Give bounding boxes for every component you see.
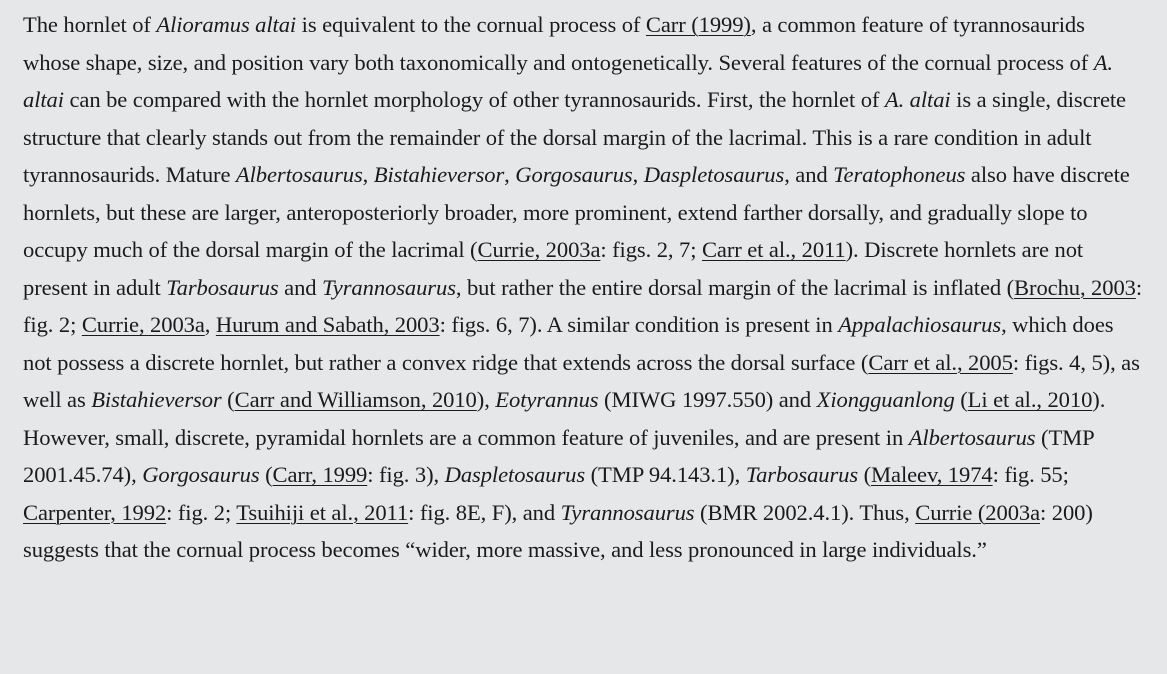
- citation-link[interactable]: Tsuihiji et al., 2011: [236, 499, 409, 525]
- citation-link[interactable]: Carr et al., 2005: [868, 349, 1013, 375]
- paragraph-text: (MIWG 1997.550) and: [598, 387, 817, 412]
- paragraph-text: is equivalent to the cornual process of: [296, 12, 646, 37]
- citation-link[interactable]: Carpenter, 1992: [23, 499, 167, 525]
- paragraph-text: , a common feature of tyrannosaurids whose shape, size, and position vary both taxonomically and ontogenetically. Several features of the cornual process of: [23, 12, 1094, 75]
- paragraph-text: ,: [362, 162, 374, 187]
- taxon-name: Tyrannosaurus: [322, 274, 456, 300]
- taxon-name: Bistahieversor: [91, 387, 222, 412]
- paragraph-text: : 200) suggests that the cornual process becomes “wider, more massive, and less pronounced in large individuals.”: [23, 499, 1093, 562]
- paragraph-text: ). Discrete hornlets are not present in adult: [23, 237, 1084, 300]
- paragraph-text: ,: [204, 312, 216, 337]
- paragraph-text: also have discrete hornlets, but these are larger, anteroposteriorly broader, more prominent, extend farther dorsally, and gradually slope to occupy much of the dorsal margin of the lacrimal (: [23, 162, 1130, 262]
- paragraph-text: : fig. 2;: [23, 274, 1143, 337]
- paragraph-text: The hornlet of: [23, 12, 157, 37]
- paragraph-text: (: [954, 387, 968, 412]
- citation-link[interactable]: Carr (1999): [645, 12, 751, 37]
- paragraph-text: ),: [476, 387, 496, 412]
- taxon-name: Tarbosaurus: [166, 274, 279, 300]
- taxon-name: Appalachiosaurus: [838, 312, 1002, 337]
- citation-link[interactable]: Currie, 2003a: [81, 312, 205, 337]
- paragraph-text: (TMP 94.143.1),: [585, 462, 746, 487]
- paragraph-text: : figs. 4, 5), as well as: [23, 349, 1140, 412]
- paragraph-text: , but rather the entire dorsal margin of the lacrimal is inflated (: [455, 274, 1015, 300]
- paragraph-text: ,: [504, 162, 516, 187]
- paragraph-text: ). However, small, discrete, pyramidal hornlets are a common feature of juveniles, and are present in: [23, 387, 1106, 450]
- taxon-name: Albertosaurus: [908, 424, 1036, 450]
- paragraph-text: can be compared with the hornlet morphology of other tyrannosaurids. First, the hornlet of: [63, 87, 885, 112]
- paragraph-text: (: [221, 387, 235, 412]
- paragraph-text: , and: [784, 162, 834, 187]
- paragraph-text: : figs. 6, 7). A similar condition is present in: [439, 312, 839, 337]
- taxon-name: Alioramus altai: [156, 12, 297, 37]
- taxon-name: Eotyrannus: [495, 387, 599, 412]
- citation-link[interactable]: Currie (2003a: [915, 499, 1041, 525]
- taxon-name: Gorgosaurus: [515, 162, 633, 187]
- taxon-name: A. altai: [23, 49, 1113, 112]
- citation-link[interactable]: Brochu, 2003: [1014, 274, 1136, 300]
- citation-link[interactable]: Carr et al., 2011: [701, 237, 846, 262]
- paragraph-text: ,: [632, 162, 644, 187]
- taxon-name: Albertosaurus: [235, 162, 363, 187]
- citation-link[interactable]: Carr and Williamson, 2010: [234, 387, 477, 412]
- paragraph-text: : fig. 3),: [367, 462, 445, 487]
- taxon-name: Gorgosaurus: [142, 462, 260, 487]
- paragraph-text: : fig. 2;: [166, 499, 237, 525]
- paragraph-text: is a single, discrete structure that clearly stands out from the remainder of the dorsal margin of the lacrimal. This is a rare condition in adult tyrannosaurids. Mature: [23, 87, 1126, 187]
- taxon-name: A. altai: [884, 87, 951, 112]
- taxon-name: Daspletosaurus: [643, 162, 785, 187]
- paragraph-text: and: [278, 274, 323, 300]
- paragraph-text: (: [259, 462, 273, 487]
- paragraph-text: (TMP 2001.45.74),: [23, 424, 1094, 487]
- citation-link[interactable]: Hurum and Sabath, 2003: [215, 312, 440, 337]
- taxon-name: Daspletosaurus: [444, 462, 586, 487]
- citation-link[interactable]: Currie, 2003a: [477, 237, 601, 262]
- taxon-name: Tyrannosaurus: [560, 499, 695, 525]
- taxon-name: Bistahieversor: [373, 162, 505, 187]
- paragraph-text: : fig. 55;: [992, 462, 1069, 487]
- paragraph-text: , which does not possess a discrete hornlet, but rather a convex ridge that extends across the dorsal surface (: [23, 312, 1114, 375]
- taxon-name: Tarbosaurus: [745, 462, 859, 487]
- paragraph-text: : fig. 8E, F), and: [408, 499, 561, 525]
- citation-link[interactable]: Li et al., 2010: [967, 387, 1093, 412]
- paragraph-text: (: [858, 462, 872, 487]
- citation-link[interactable]: Maleev, 1974: [871, 462, 993, 487]
- citation-link[interactable]: Carr, 1999: [272, 462, 368, 487]
- paragraph-text: (BMR 2002.4.1). Thus,: [694, 499, 916, 525]
- taxon-name: Xiongguanlong: [816, 387, 955, 412]
- taxon-name: Teratophoneus: [833, 162, 966, 187]
- paragraph-text: : figs. 2, 7;: [600, 237, 702, 262]
